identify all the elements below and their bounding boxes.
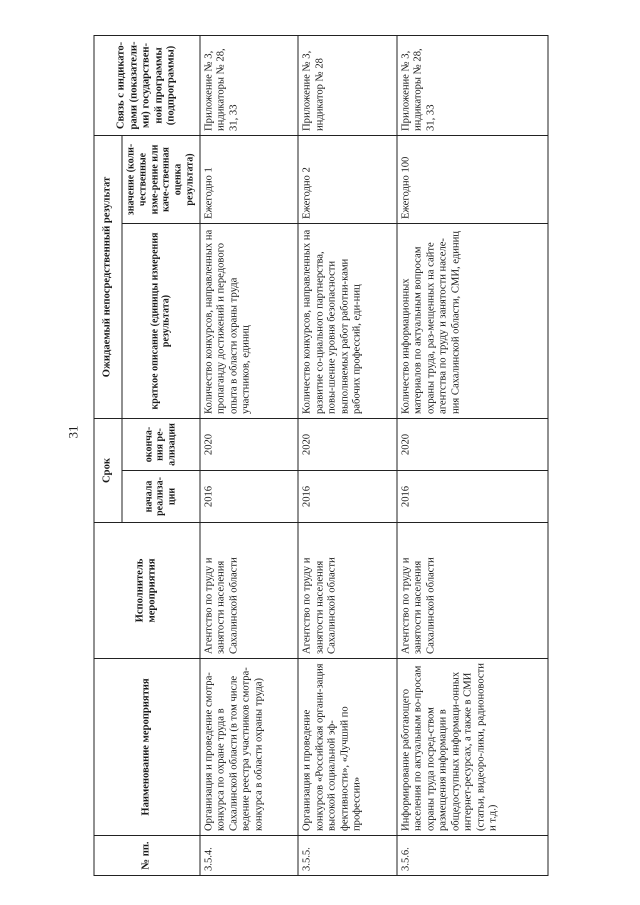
- row-name: Организация и проведение конкурсов «Российская органи-зация высокой социальной эф-фективности», «Лучший по профессии»: [298, 659, 396, 836]
- row-executor: Агентство по труду и занятости населения Сахалинской области: [397, 523, 548, 659]
- row-start: 2016: [200, 471, 298, 523]
- row-link: Приложение № 3, индикаторы № 28, 31, 33: [200, 35, 298, 135]
- header-name: Наименование мероприятия: [94, 659, 200, 836]
- row-name: Информирование работающего населения по актуальным во-просам охраны труда посред-ством размещения информации в общедоступных информаци-онных интернет-ресурсах, а также в СМИ (статьи, видеоро-лики, радионовости и т.д.): [397, 659, 548, 836]
- row-value: Ежегодно 100: [397, 135, 548, 223]
- row-link: Приложение № 3, индикаторы № 28, 31, 33: [397, 35, 548, 135]
- table-row: [397, 35, 548, 875]
- header-result-value: значение (коли-чественные изме-рение или каче-ственная оценка результата): [122, 135, 200, 223]
- row-value: Ежегодно 2: [298, 135, 396, 223]
- row-link: Приложение № 3, индикатор № 28: [298, 35, 396, 135]
- row-end: 2020: [397, 418, 548, 470]
- header-num: № пп.: [94, 836, 200, 876]
- table-row: [298, 35, 396, 875]
- row-executor: Агентство по труду и занятости населения Сахалинской области: [298, 523, 396, 659]
- header-term-start: начала реализа-ции: [122, 471, 200, 523]
- header-result-desc: краткое описание (единицы измерения результата): [122, 223, 200, 418]
- row-end: 2020: [200, 418, 298, 470]
- row-name: Организация и проведение смотра-конкурса по охране труда в Сахалинской области (в том числе ведение реестра участников смотра-конкурса в области охраны труда): [200, 659, 298, 836]
- row-value: Ежегодно 1: [200, 135, 298, 223]
- row-num: 3.5.4.: [200, 836, 298, 876]
- row-desc: Количество конкурсов, направленных на развитие со-циального партнерства, повы-шение уровня безопасности выполняемых работ работни-ками рабочих профессий, еди-ниц: [298, 223, 396, 418]
- header-result: Ожидаемый непосредственный результат: [94, 135, 122, 418]
- rotated-table-container: [94, 36, 549, 876]
- row-desc: Количество конкурсов, направленных на пропаганду достижений и передового опыта в области охраны труда участников, единиц: [200, 223, 298, 418]
- row-executor: Агентство по труду и занятости населения Сахалинской области: [200, 523, 298, 659]
- row-start: 2016: [298, 471, 396, 523]
- header-term: Срок: [94, 418, 122, 522]
- header-executor: Исполнитель мероприятия: [94, 523, 200, 659]
- row-end: 2020: [298, 418, 396, 470]
- table-row: [200, 35, 298, 875]
- activities-table: [94, 35, 549, 876]
- row-start: 2016: [397, 471, 548, 523]
- row-desc: Количество информационных материалов по актуальным вопросам охраны труда, раз-мещенных на сайте агентства по труду и занятости населе-ния Сахалинской области, СМИ, единиц: [397, 223, 548, 418]
- header-term-end: оконча-ния ре-ализации: [122, 418, 200, 470]
- row-num: 3.5.5.: [298, 836, 396, 876]
- page-number: 31: [65, 425, 81, 439]
- row-num: 3.5.6.: [397, 836, 548, 876]
- header-link: Связь с индикато-рами (показатели-ми) государствен-ной программы (подпрограммы): [94, 35, 200, 135]
